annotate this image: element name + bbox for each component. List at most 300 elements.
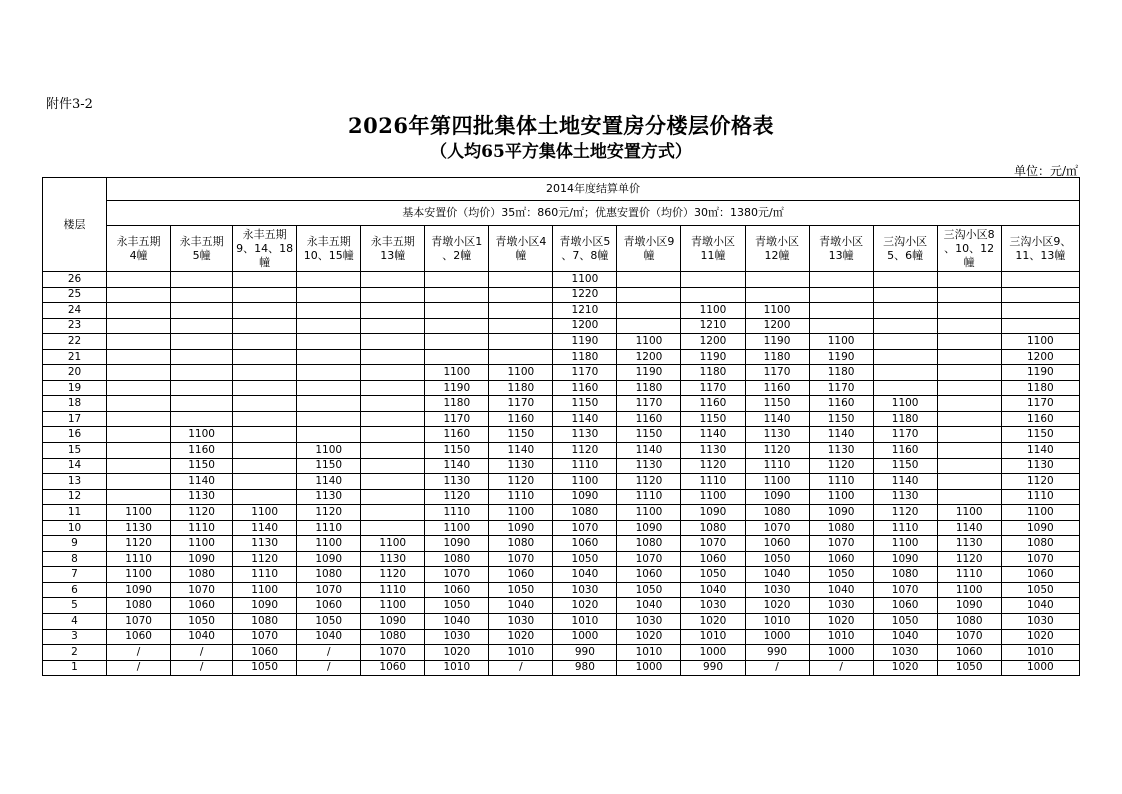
price-cell bbox=[425, 318, 489, 334]
price-cell: 1110 bbox=[361, 582, 425, 598]
price-cell: 1100 bbox=[809, 489, 873, 505]
price-cell: 1170 bbox=[809, 380, 873, 396]
price-cell: 1170 bbox=[873, 427, 937, 443]
price-cell bbox=[425, 349, 489, 365]
price-cell: 1110 bbox=[107, 551, 171, 567]
price-cell: 1170 bbox=[617, 396, 681, 412]
price-cell: 1020 bbox=[1001, 629, 1079, 645]
price-cell: 1150 bbox=[873, 458, 937, 474]
price-cell: 1040 bbox=[745, 567, 809, 583]
price-cell: 1080 bbox=[361, 629, 425, 645]
price-cell: 1010 bbox=[425, 660, 489, 676]
price-cell bbox=[297, 287, 361, 303]
price-cell bbox=[297, 334, 361, 350]
price-cell: 1060 bbox=[553, 536, 617, 552]
column-header: 青墩小区5 、7、8幢 bbox=[553, 226, 617, 272]
price-cell: 1130 bbox=[425, 474, 489, 490]
floor-cell: 1 bbox=[43, 660, 107, 676]
price-cell: 1090 bbox=[233, 598, 297, 614]
price-cell bbox=[297, 349, 361, 365]
price-cell: 1060 bbox=[873, 598, 937, 614]
price-cell: 1010 bbox=[489, 645, 553, 661]
price-cell bbox=[361, 411, 425, 427]
price-cell: 1100 bbox=[873, 536, 937, 552]
price-cell bbox=[937, 396, 1001, 412]
price-cell bbox=[171, 396, 233, 412]
price-cell: 1150 bbox=[171, 458, 233, 474]
price-cell: 1150 bbox=[745, 396, 809, 412]
price-cell: 1090 bbox=[1001, 520, 1079, 536]
price-cell: 1080 bbox=[809, 520, 873, 536]
column-header: 永丰五期 13幢 bbox=[361, 226, 425, 272]
column-header: 三沟小区8 、10、12 幢 bbox=[937, 226, 1001, 272]
price-cell: 1150 bbox=[553, 396, 617, 412]
floor-cell: 9 bbox=[43, 536, 107, 552]
price-cell bbox=[361, 380, 425, 396]
price-cell: 1040 bbox=[1001, 598, 1079, 614]
price-cell: 1020 bbox=[873, 660, 937, 676]
floor-cell: 5 bbox=[43, 598, 107, 614]
price-cell bbox=[425, 303, 489, 319]
price-cell: 1040 bbox=[297, 629, 361, 645]
price-cell: / bbox=[171, 645, 233, 661]
price-cell bbox=[107, 287, 171, 303]
floor-cell: 7 bbox=[43, 567, 107, 583]
floor-cell: 22 bbox=[43, 334, 107, 350]
price-cell bbox=[873, 365, 937, 381]
price-cell bbox=[233, 396, 297, 412]
price-cell: 1140 bbox=[745, 411, 809, 427]
price-cell: 1080 bbox=[617, 536, 681, 552]
price-cell bbox=[107, 349, 171, 365]
price-cell bbox=[361, 365, 425, 381]
price-basis-header: 基本安置价（均价）35㎡：860元/㎡；优惠安置价（均价）30㎡：1380元/㎡ bbox=[107, 201, 1080, 226]
price-cell: 1090 bbox=[297, 551, 361, 567]
price-cell: 1130 bbox=[171, 489, 233, 505]
price-cell: 1160 bbox=[171, 443, 233, 459]
price-cell: 1040 bbox=[489, 598, 553, 614]
price-cell: 1140 bbox=[937, 520, 1001, 536]
price-cell bbox=[937, 334, 1001, 350]
price-cell bbox=[297, 365, 361, 381]
table-row bbox=[43, 411, 1080, 427]
price-cell: 1180 bbox=[873, 411, 937, 427]
price-cell: 1140 bbox=[489, 443, 553, 459]
price-cell bbox=[107, 427, 171, 443]
price-cell: 1080 bbox=[553, 505, 617, 521]
floor-cell: 10 bbox=[43, 520, 107, 536]
price-cell: 1030 bbox=[617, 614, 681, 630]
price-cell bbox=[297, 272, 361, 288]
price-cell: 1000 bbox=[681, 645, 745, 661]
price-cell: 1120 bbox=[681, 458, 745, 474]
price-cell bbox=[873, 318, 937, 334]
price-cell: 1120 bbox=[809, 458, 873, 474]
price-cell: 1030 bbox=[809, 598, 873, 614]
price-cell: 1080 bbox=[1001, 536, 1079, 552]
price-cell bbox=[489, 272, 553, 288]
price-cell bbox=[425, 272, 489, 288]
floor-cell: 15 bbox=[43, 443, 107, 459]
price-cell: 1130 bbox=[107, 520, 171, 536]
price-cell bbox=[809, 318, 873, 334]
price-cell: 1160 bbox=[745, 380, 809, 396]
price-cell: 1010 bbox=[681, 629, 745, 645]
price-cell bbox=[745, 287, 809, 303]
table-row bbox=[43, 629, 1080, 645]
price-cell: 1190 bbox=[425, 380, 489, 396]
price-cell bbox=[107, 272, 171, 288]
price-cell: 1090 bbox=[617, 520, 681, 536]
price-cell: 1090 bbox=[553, 489, 617, 505]
price-cell: 1070 bbox=[1001, 551, 1079, 567]
price-cell: 1050 bbox=[809, 567, 873, 583]
price-cell bbox=[107, 303, 171, 319]
table-row bbox=[43, 660, 1080, 676]
floor-cell: 13 bbox=[43, 474, 107, 490]
price-cell: 1060 bbox=[681, 551, 745, 567]
price-cell: 1110 bbox=[425, 505, 489, 521]
price-cell: 1170 bbox=[681, 380, 745, 396]
price-cell: 1100 bbox=[553, 474, 617, 490]
price-cell bbox=[171, 272, 233, 288]
floor-cell: 3 bbox=[43, 629, 107, 645]
price-cell bbox=[489, 318, 553, 334]
price-cell: 1050 bbox=[233, 660, 297, 676]
price-cell: 1130 bbox=[553, 427, 617, 443]
price-cell bbox=[361, 303, 425, 319]
price-cell: 1070 bbox=[745, 520, 809, 536]
price-cell: 1130 bbox=[809, 443, 873, 459]
price-cell bbox=[297, 396, 361, 412]
price-cell bbox=[233, 411, 297, 427]
price-cell: 1070 bbox=[425, 567, 489, 583]
price-cell: 1080 bbox=[107, 598, 171, 614]
price-cell: 1020 bbox=[745, 598, 809, 614]
price-cell bbox=[233, 303, 297, 319]
price-cell bbox=[937, 458, 1001, 474]
price-cell: 1130 bbox=[873, 489, 937, 505]
table-row bbox=[43, 318, 1080, 334]
price-cell bbox=[873, 334, 937, 350]
price-cell: 1010 bbox=[553, 614, 617, 630]
price-cell: 1160 bbox=[1001, 411, 1079, 427]
price-cell: 1080 bbox=[745, 505, 809, 521]
price-cell: 1120 bbox=[873, 505, 937, 521]
price-cell: 1200 bbox=[1001, 349, 1079, 365]
table-row bbox=[43, 582, 1080, 598]
price-cell bbox=[171, 334, 233, 350]
price-cell: 1160 bbox=[617, 411, 681, 427]
price-cell: 1070 bbox=[809, 536, 873, 552]
floor-cell: 24 bbox=[43, 303, 107, 319]
price-cell: 1030 bbox=[873, 645, 937, 661]
price-cell: 1130 bbox=[745, 427, 809, 443]
price-cell: 1110 bbox=[489, 489, 553, 505]
price-cell: 1090 bbox=[425, 536, 489, 552]
price-cell: 1040 bbox=[873, 629, 937, 645]
price-cell bbox=[425, 287, 489, 303]
price-cell: 1060 bbox=[489, 567, 553, 583]
price-cell: 1120 bbox=[361, 567, 425, 583]
price-cell bbox=[681, 287, 745, 303]
price-cell: 1150 bbox=[489, 427, 553, 443]
price-cell: 1120 bbox=[553, 443, 617, 459]
price-cell: 1170 bbox=[745, 365, 809, 381]
floor-cell: 20 bbox=[43, 365, 107, 381]
price-cell: 1080 bbox=[425, 551, 489, 567]
price-cell: 1090 bbox=[107, 582, 171, 598]
price-cell: 1140 bbox=[553, 411, 617, 427]
price-cell: 1060 bbox=[171, 598, 233, 614]
price-cell: 1080 bbox=[297, 567, 361, 583]
price-cell bbox=[233, 458, 297, 474]
table-row bbox=[43, 536, 1080, 552]
table-row bbox=[43, 567, 1080, 583]
price-cell: 1120 bbox=[171, 505, 233, 521]
price-cell: 1100 bbox=[361, 536, 425, 552]
price-cell: 1100 bbox=[617, 505, 681, 521]
price-cell bbox=[361, 318, 425, 334]
price-cell: 1070 bbox=[873, 582, 937, 598]
price-cell: 1110 bbox=[233, 567, 297, 583]
price-cell: 1180 bbox=[617, 380, 681, 396]
price-cell: 1110 bbox=[171, 520, 233, 536]
price-cell bbox=[107, 365, 171, 381]
price-cell: 1100 bbox=[873, 396, 937, 412]
price-cell: 1120 bbox=[425, 489, 489, 505]
price-cell: 1110 bbox=[809, 474, 873, 490]
price-cell: 1050 bbox=[937, 660, 1001, 676]
price-cell bbox=[171, 287, 233, 303]
price-cell: 1100 bbox=[297, 443, 361, 459]
price-cell: 1170 bbox=[425, 411, 489, 427]
table-row bbox=[43, 365, 1080, 381]
price-cell: 1070 bbox=[233, 629, 297, 645]
table-row bbox=[43, 380, 1080, 396]
price-cell: 1220 bbox=[553, 287, 617, 303]
table-row bbox=[43, 551, 1080, 567]
price-cell: 1030 bbox=[425, 629, 489, 645]
price-cell: 1180 bbox=[809, 365, 873, 381]
price-cell bbox=[361, 272, 425, 288]
price-cell: 1020 bbox=[425, 645, 489, 661]
price-cell: 1170 bbox=[1001, 396, 1079, 412]
price-cell bbox=[107, 489, 171, 505]
price-cell bbox=[171, 380, 233, 396]
price-cell bbox=[361, 349, 425, 365]
price-cell: 1210 bbox=[681, 318, 745, 334]
floor-cell: 8 bbox=[43, 551, 107, 567]
price-cell bbox=[873, 303, 937, 319]
price-cell: 1020 bbox=[617, 629, 681, 645]
price-cell: 1180 bbox=[425, 396, 489, 412]
price-cell: 1140 bbox=[233, 520, 297, 536]
table-row bbox=[43, 614, 1080, 630]
price-cell: 1100 bbox=[745, 474, 809, 490]
price-cell: 1150 bbox=[809, 411, 873, 427]
price-cell: 1100 bbox=[107, 567, 171, 583]
price-cell bbox=[809, 303, 873, 319]
price-cell: 1200 bbox=[681, 334, 745, 350]
price-cell bbox=[361, 458, 425, 474]
price-cell: / bbox=[107, 660, 171, 676]
floor-cell: 23 bbox=[43, 318, 107, 334]
price-cell: / bbox=[171, 660, 233, 676]
table-row bbox=[43, 427, 1080, 443]
page-subtitle: （人均65平方集体土地安置方式） bbox=[430, 142, 692, 162]
price-cell: 1210 bbox=[553, 303, 617, 319]
price-cell bbox=[233, 349, 297, 365]
price-cell: 1120 bbox=[1001, 474, 1079, 490]
price-cell: 1160 bbox=[489, 411, 553, 427]
price-cell bbox=[489, 287, 553, 303]
price-cell bbox=[107, 334, 171, 350]
price-cell: 1060 bbox=[361, 660, 425, 676]
price-cell: 1100 bbox=[171, 427, 233, 443]
price-cell: 1200 bbox=[617, 349, 681, 365]
price-cell bbox=[1001, 287, 1079, 303]
price-cell bbox=[233, 489, 297, 505]
price-cell: 1100 bbox=[681, 303, 745, 319]
price-cell: 1050 bbox=[745, 551, 809, 567]
column-header: 青墩小区1 、2幢 bbox=[425, 226, 489, 272]
price-cell: 1100 bbox=[361, 598, 425, 614]
price-cell: 1060 bbox=[107, 629, 171, 645]
price-cell: 1130 bbox=[361, 551, 425, 567]
price-cell bbox=[361, 520, 425, 536]
price-cell bbox=[1001, 272, 1079, 288]
price-cell: 1110 bbox=[681, 474, 745, 490]
price-cell: 980 bbox=[553, 660, 617, 676]
price-cell: 1100 bbox=[681, 489, 745, 505]
floor-cell: 11 bbox=[43, 505, 107, 521]
price-cell: 1180 bbox=[681, 365, 745, 381]
price-cell: 1000 bbox=[1001, 660, 1079, 676]
price-cell: 1010 bbox=[1001, 645, 1079, 661]
price-cell bbox=[361, 443, 425, 459]
price-cell: 1190 bbox=[1001, 365, 1079, 381]
price-cell: 1000 bbox=[809, 645, 873, 661]
price-cell: 1140 bbox=[171, 474, 233, 490]
price-cell: 1080 bbox=[171, 567, 233, 583]
price-cell: 1120 bbox=[937, 551, 1001, 567]
price-cell: 1050 bbox=[873, 614, 937, 630]
price-cell: 1090 bbox=[171, 551, 233, 567]
price-cell: 1100 bbox=[233, 582, 297, 598]
price-cell: 1160 bbox=[425, 427, 489, 443]
price-cell bbox=[233, 365, 297, 381]
price-cell bbox=[873, 272, 937, 288]
price-cell: 1200 bbox=[553, 318, 617, 334]
price-cell: 1000 bbox=[553, 629, 617, 645]
price-cell: 1120 bbox=[297, 505, 361, 521]
column-header: 青墩小区 11幢 bbox=[681, 226, 745, 272]
price-cell bbox=[233, 380, 297, 396]
price-cell bbox=[233, 474, 297, 490]
price-cell: 1080 bbox=[681, 520, 745, 536]
price-cell bbox=[937, 427, 1001, 443]
price-cell bbox=[489, 303, 553, 319]
price-cell: 1110 bbox=[617, 489, 681, 505]
price-cell: / bbox=[745, 660, 809, 676]
price-cell: 1190 bbox=[745, 334, 809, 350]
price-cell: 1130 bbox=[1001, 458, 1079, 474]
price-cell bbox=[745, 272, 809, 288]
price-cell: 1050 bbox=[171, 614, 233, 630]
price-cell bbox=[297, 427, 361, 443]
price-cell: 1140 bbox=[617, 443, 681, 459]
price-cell: 1030 bbox=[553, 582, 617, 598]
price-cell: 1130 bbox=[937, 536, 1001, 552]
price-cell: 1090 bbox=[873, 551, 937, 567]
price-cell bbox=[361, 334, 425, 350]
table-row bbox=[43, 303, 1080, 319]
price-cell bbox=[361, 505, 425, 521]
table-row bbox=[43, 458, 1080, 474]
price-cell bbox=[937, 318, 1001, 334]
price-cell: 1010 bbox=[745, 614, 809, 630]
price-cell: 1190 bbox=[809, 349, 873, 365]
price-cell bbox=[937, 380, 1001, 396]
price-cell: 1010 bbox=[809, 629, 873, 645]
price-cell bbox=[937, 349, 1001, 365]
price-cell: 1140 bbox=[681, 427, 745, 443]
price-cell bbox=[937, 287, 1001, 303]
price-cell bbox=[297, 411, 361, 427]
price-cell: 1130 bbox=[681, 443, 745, 459]
price-cell bbox=[107, 380, 171, 396]
table-row bbox=[43, 396, 1080, 412]
table-row bbox=[43, 349, 1080, 365]
price-cell: 1120 bbox=[489, 474, 553, 490]
price-cell bbox=[809, 272, 873, 288]
price-cell: 1020 bbox=[553, 598, 617, 614]
price-cell bbox=[937, 474, 1001, 490]
price-cell: 1030 bbox=[489, 614, 553, 630]
price-cell bbox=[617, 318, 681, 334]
price-cell: 1170 bbox=[553, 365, 617, 381]
floor-cell: 12 bbox=[43, 489, 107, 505]
price-cell: 1140 bbox=[425, 458, 489, 474]
price-cell bbox=[873, 287, 937, 303]
price-cell: 990 bbox=[553, 645, 617, 661]
price-cell bbox=[233, 427, 297, 443]
price-cell: 1100 bbox=[809, 334, 873, 350]
price-cell: 1000 bbox=[745, 629, 809, 645]
page-title: 2026年第四批集体土地安置房分楼层价格表 bbox=[348, 113, 774, 138]
price-cell bbox=[489, 349, 553, 365]
attachment-label: 附件3-2 bbox=[46, 97, 93, 112]
price-cell: 1180 bbox=[1001, 380, 1079, 396]
table-row bbox=[43, 443, 1080, 459]
price-cell: 1070 bbox=[553, 520, 617, 536]
price-cell: 1100 bbox=[425, 520, 489, 536]
price-cell bbox=[233, 443, 297, 459]
column-header: 三沟小区9、 11、13幢 bbox=[1001, 226, 1079, 272]
floor-cell: 14 bbox=[43, 458, 107, 474]
price-cell: 1120 bbox=[745, 443, 809, 459]
price-cell bbox=[233, 318, 297, 334]
price-cell: 1060 bbox=[297, 598, 361, 614]
floor-cell: 4 bbox=[43, 614, 107, 630]
price-cell: 1200 bbox=[745, 318, 809, 334]
price-cell bbox=[107, 396, 171, 412]
price-cell: 1050 bbox=[489, 582, 553, 598]
price-cell: 1070 bbox=[489, 551, 553, 567]
column-header: 青墩小区4 幢 bbox=[489, 226, 553, 272]
price-cell bbox=[617, 303, 681, 319]
